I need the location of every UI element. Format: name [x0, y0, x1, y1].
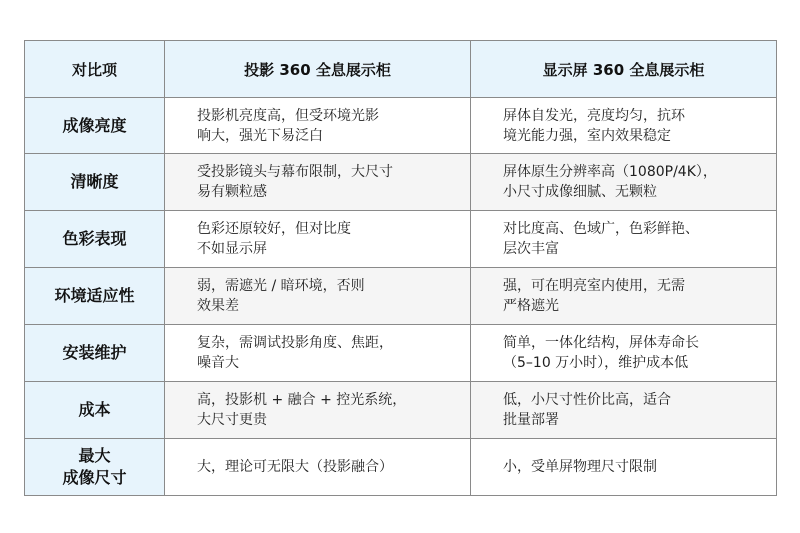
- header-comparison-item: [25, 41, 165, 98]
- cell-projection: 大，理论可无限大（投影融合）: [165, 439, 471, 496]
- table-row: [25, 268, 777, 325]
- header-label: 显示屏 360 全息展示柜: [542, 60, 705, 79]
- row-label-cost: 成本: [25, 382, 165, 439]
- header-row: [25, 41, 777, 98]
- cell-display: 简单，一体化结构，屏体寿命长 （5–10 万小时），维护成本低: [471, 325, 777, 382]
- cell-display: 强，可在明亮室内使用，无需 严格遮光: [471, 268, 777, 325]
- header-projection-cabinet: [165, 41, 471, 98]
- table-row: [25, 211, 777, 268]
- table-body: [25, 98, 777, 496]
- header-label: 对比项: [71, 60, 117, 79]
- cell-display: 小，受单屏物理尺寸限制: [471, 439, 777, 496]
- cell-projection: 弱，需遮光 / 暗环境，否则 效果差: [165, 268, 471, 325]
- cell-projection: 高，投影机 + 融合 + 控光系统， 大尺寸更贵: [165, 382, 471, 439]
- table-header: [25, 41, 777, 98]
- row-label-installation: 安装维护: [25, 325, 165, 382]
- table-row: [25, 382, 777, 439]
- cell-display: 屏体自发光，亮度均匀，抗环 境光能力强，室内效果稳定: [471, 98, 777, 154]
- row-label-clarity: 清晰度: [25, 154, 165, 211]
- table-row: [25, 325, 777, 382]
- row-label-brightness: 成像亮度: [25, 98, 165, 154]
- cell-display: 屏体原生分辨率高（1080P/4K）， 小尺寸成像细腻、无颗粒: [471, 154, 777, 211]
- table-row: [25, 154, 777, 211]
- row-label-color: 色彩表现: [25, 211, 165, 268]
- header-display-cabinet: [471, 41, 777, 98]
- comparison-table-container: [24, 40, 776, 496]
- header-label: 投影 360 全息展示柜: [244, 60, 391, 79]
- row-label-max-size: 最大 成像尺寸: [25, 439, 165, 496]
- cell-projection: 色彩还原较好，但对比度 不如显示屏: [165, 211, 471, 268]
- cell-display: 对比度高、色域广，色彩鲜艳、 层次丰富: [471, 211, 777, 268]
- table-row: [25, 439, 777, 496]
- comparison-table: [24, 40, 777, 496]
- cell-display: 低，小尺寸性价比高，适合 批量部署: [471, 382, 777, 439]
- cell-projection: 复杂，需调试投影角度、焦距， 噪音大: [165, 325, 471, 382]
- cell-projection: 受投影镜头与幕布限制，大尺寸 易有颗粒感: [165, 154, 471, 211]
- table-row: [25, 98, 777, 154]
- row-label-environment: 环境适应性: [25, 268, 165, 325]
- cell-projection: 投影机亮度高，但受环境光影 响大，强光下易泛白: [165, 98, 471, 154]
